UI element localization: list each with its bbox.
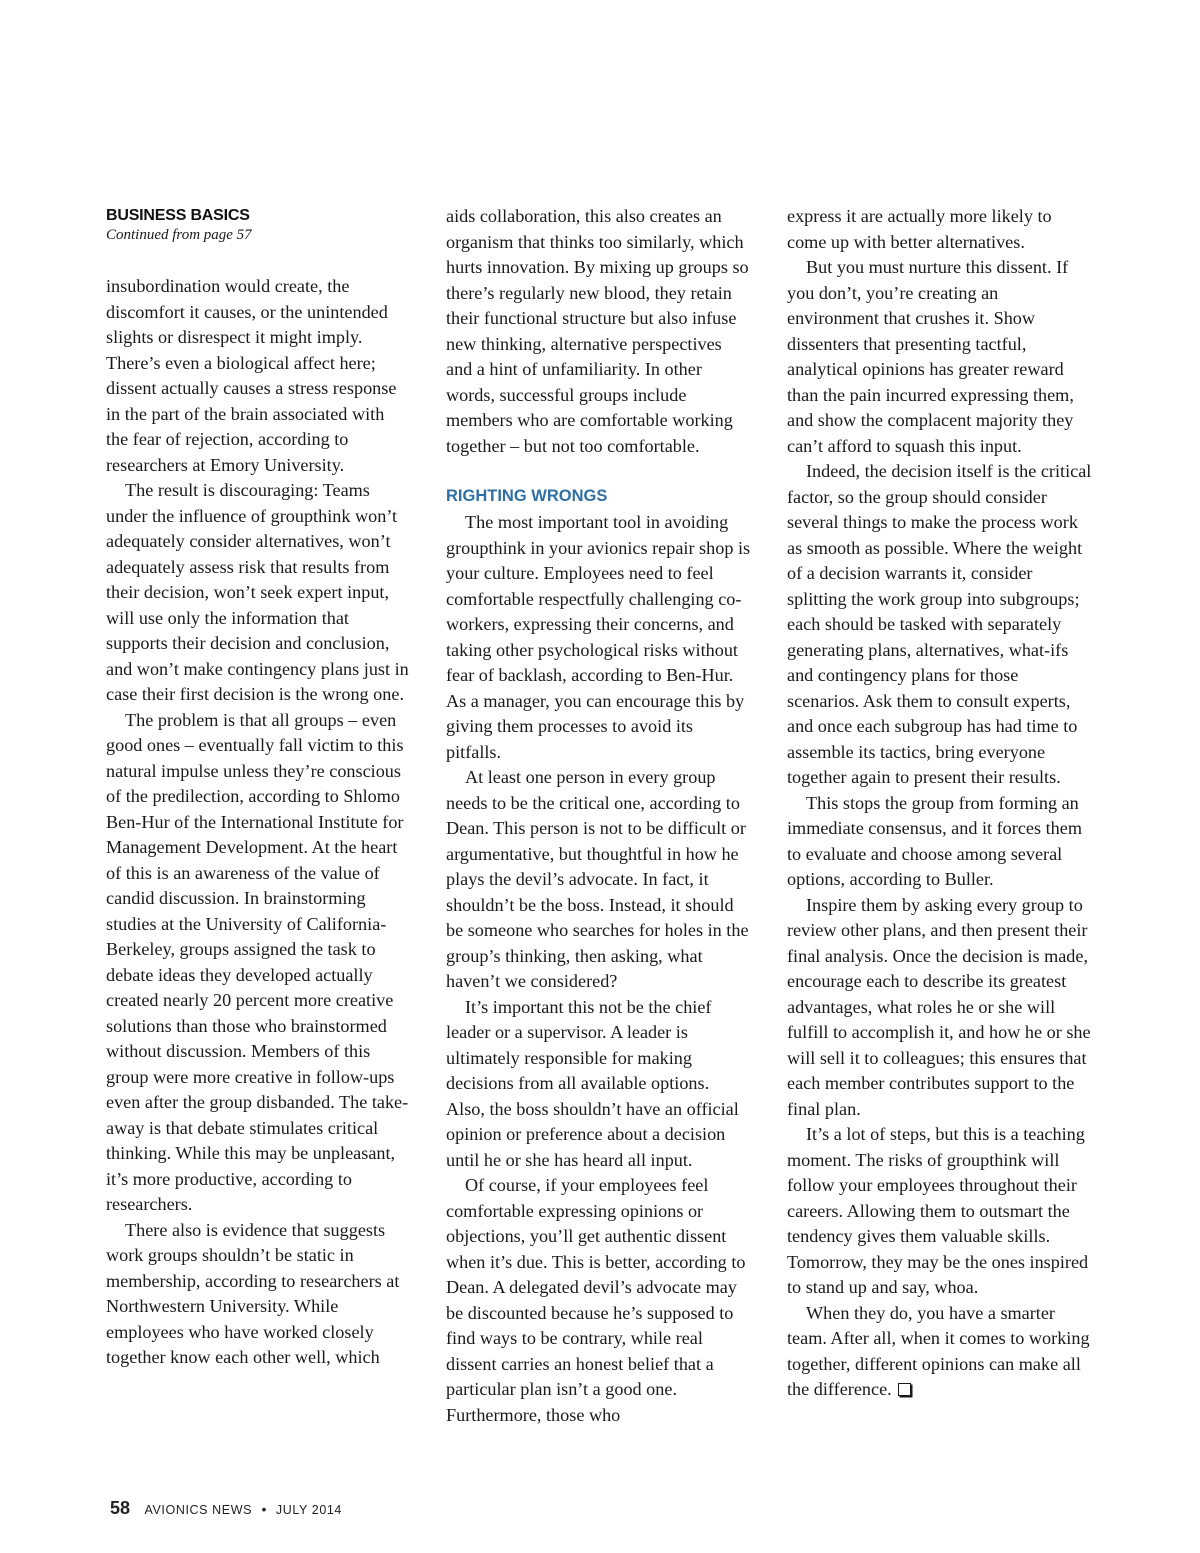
final-paragraph-text: When they do, you have a smarter team. After all, when it comes to working together, different opinions can make all the difference.: [787, 1302, 1090, 1399]
article-column-2: [446, 204, 751, 1428]
article-column-3: [787, 204, 1092, 1403]
body-paragraph: insubordination would create, the discomfort it causes, or the unintended slights or disrespect it might imply. There’s even a biological affect here; dissent actually causes a stress response in the part of the brain associated with the fear of rejection, according to researchers at Emory University.: [106, 276, 397, 475]
issue-date: JULY 2014: [275, 1503, 342, 1517]
body-paragraph: aids collaboration, this also creates an organism that thinks too similarly, which hurts innovation. By mixing up groups so there’s regularly new blood, they retain their functional structure but also infuse new thinking, alternative perspectives and a hint of unfamiliarity. In other words, successful groups include members who are comfortable working together – but not too comfortable.: [446, 206, 749, 456]
publication-name: AVIONICS NEWS: [144, 1503, 253, 1517]
body-paragraph: Of course, if your employees feel comfortable expressing opinions or objections, you’ll get authentic dissent when it’s due. This is better, according to Dean. A delegated devil’s advocate may be discounted because he’s supposed to find ways to be contrary, while real dissent carries an honest belief that a particular plan isn’t a good one. Furthermore, those who: [446, 1175, 746, 1425]
page-number: 58: [110, 1498, 131, 1518]
body-paragraph: It’s important this not be the chief leader or a supervisor. A leader is ultimately responsible for making decisions from all available options. Also, the boss shouldn’t have an official opinion or preference about a decision until he or she has heard all input.: [446, 996, 739, 1170]
body-paragraph: But you must nurture this dissent. If you don’t, you’re creating an environment that crushes it. Show dissenters that presenting tactful, analytical opinions has greater reward than the pain incurred expressing them, and show the complacent majority they can’t afford to squash this input.: [787, 257, 1074, 456]
body-paragraph: The result is discouraging: Teams under the influence of groupthink won’t adequately consider alternatives, won’t adequately assess risk that results from their decision, won’t seek expert input, will use only the information that supports their decision and conclusion, and won’t make contingency plans just in case their first decision is the wrong one.: [106, 480, 409, 704]
article-column-1: [106, 204, 411, 1371]
body-paragraph: It’s a lot of steps, but this is a teaching moment. The risks of groupthink will follow your employees throughout their careers. Allowing them to outsmart the tendency gives them valuable skills. Tomorrow, they may be the ones inspired to stand up and say, whoa.: [787, 1124, 1089, 1297]
page-footer: [110, 1498, 342, 1519]
section-kicker: BUSINESS BASICS: [106, 207, 250, 224]
subhead: RIGHTING WRONGS: [446, 487, 608, 505]
body-paragraph: This stops the group from forming an immediate consensus, and it forces them to evaluate and choose among several options, according to Buller.: [787, 792, 1082, 889]
body-paragraph: The problem is that all groups – even good ones – eventually fall victim to this natural impulse unless they’re conscious of the predilection, according to Shlomo Ben-Hur of the International Institute for Management Development. At the heart of this is an awareness of the value of candid discussion. In brainstorming studies at the University of California-Berkeley, groups assigned the task to debate ideas they developed actually created nearly 20 percent more creative solutions than those who brainstormed without discussion. Members of this group were more creative in follow-ups even after the group disbanded. The take-away is that debate stimulates critical thinking. While this may be unpleasant, it’s more productive, according to researchers.: [106, 709, 409, 1214]
body-paragraph: The most important tool in avoiding groupthink in your avionics repair shop is your culture. Employees need to feel comfortable respectfully challenging co-workers, expressing their concerns, and taking other psychological risks without fear of backlash, according to Ben-Hur. As a manager, you can encourage this by giving them processes to avoid its pitfalls.: [446, 512, 751, 762]
continued-from-note: Continued from page 57: [106, 227, 252, 243]
footer-bullet: •: [261, 1501, 267, 1517]
body-paragraph: Indeed, the decision itself is the critical factor, so the group should consider several things to make the process work as smooth as possible. Where the weight of a decision warrants it, consider splitting the work group into subgroups; each should be tasked with separately generating plans, alternatives, what-ifs and contingency plans for those scenarios. Ask them to consult experts, and once each subgroup has had time to assemble its tactics, bring everyone together again to present their results.: [787, 461, 1092, 787]
body-paragraph: At least one person in every group needs to be the critical one, according to Dean. This person is not to be difficult or argumentative, but thoughtful in how he plays the devil’s advocate. In fact, it shouldn’t be the boss. Instead, it should be someone who searches for holes in the group’s thinking, then asking, what haven’t we considered?: [446, 767, 749, 991]
body-paragraph: Inspire them by asking every group to review other plans, and then present their final analysis. Once the decision is made, encourage each to describe its greatest advantages, what roles he or she will fulfill to accomplish it, and how he or she will sell it to colleagues; this ensures that each member contributes support to the final plan.: [787, 894, 1091, 1119]
body-paragraph: express it are actually more likely to come up with better alternatives.: [787, 206, 1052, 252]
body-paragraph-final: [787, 1301, 1092, 1403]
body-paragraph: There also is evidence that suggests work groups shouldn’t be static in membership, according to researchers at Northwestern University. While employees who have worked closely together know each other well, which: [106, 1219, 400, 1367]
end-mark-icon: [898, 1383, 911, 1396]
